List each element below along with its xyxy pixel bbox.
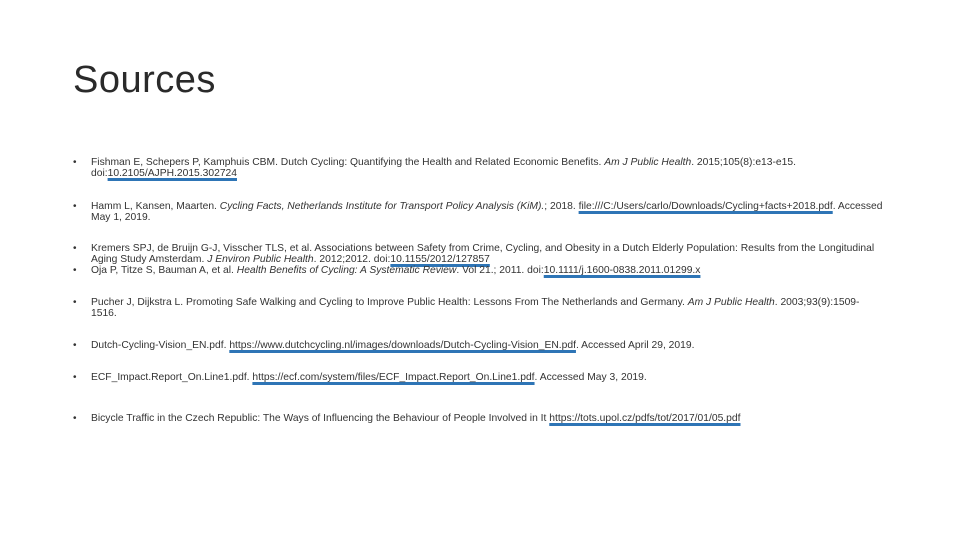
bullet: • <box>73 413 77 424</box>
bullet: • <box>73 297 77 308</box>
reference-text: ECF_Impact.Report_On.Line1.pdf. https://ecf.com/system/files/ECF_Impact.Report_On.Line1.pdf. Accessed May 3, 2019. <box>91 372 647 383</box>
journal-name: Am J Public Health <box>604 157 692 168</box>
url-link[interactable]: https://ecf.com/system/files/ECF_Impact.Report_On.Line1.pdf <box>252 372 535 383</box>
reference-item <box>73 201 883 223</box>
reference-text: Oja P, Titze S, Bauman A, et al. Health Benefits of Cycling: A Systematic Review. Vol 21.; 2011. doi:10.1111/j.1600-0838.2011.01299.x <box>91 265 701 276</box>
doi-link[interactable]: 10.1111/j.1600-0838.2011.01299.x <box>543 265 701 276</box>
bullet: • <box>73 372 77 383</box>
url-link[interactable]: https://www.dutchcycling.nl/images/downloads/Dutch-Cycling-Vision_EN.pdf <box>229 340 576 351</box>
page-title: Sources <box>73 59 216 101</box>
url-link[interactable]: https://tots.upol.cz/pdfs/tot/2017/01/05.pdf <box>549 413 741 424</box>
reference-item <box>73 243 883 265</box>
report-title: Cycling Facts, Netherlands Institute for Transport Policy Analysis (KiM). <box>219 201 545 212</box>
journal-name: Am J Public Health <box>687 297 775 308</box>
reference-item <box>73 157 883 179</box>
journal-name: J Environ Public Health <box>207 254 314 265</box>
bullet: • <box>73 265 77 276</box>
reference-text: Kremers SPJ, de Bruijn G-J, Visscher TLS, et al. Associations between Safety from Crime, Cycling, and Obesity in a Dutch Elderly Population: Results from the Longitudinal Aging Study Amsterdam. J Environ Public Health. 2012;2012. doi:10.1155/2012/127857 <box>91 243 875 265</box>
reference-text: Bicycle Traffic in the Czech Republic: The Ways of Influencing the Behaviour of People Involved in It https://tots.upol.cz/pdfs/tot/2017/01/05.pdf <box>91 413 741 424</box>
bullet: • <box>73 243 77 254</box>
reference-item <box>73 297 883 319</box>
reference-item <box>73 372 883 383</box>
reference-text: Pucher J, Dijkstra L. Promoting Safe Walking and Cycling to Improve Public Health: Lessons From The Netherlands and Germany. Am J Public Health. 2003;93(9):1509-1516. <box>91 297 860 319</box>
doi-link[interactable]: 10.2105/AJPH.2015.302724 <box>107 168 237 179</box>
bullet: • <box>73 201 77 212</box>
reference-text: Dutch-Cycling-Vision_EN.pdf. https://www.dutchcycling.nl/images/downloads/Dutch-Cycling-Vision_EN.pdf. Accessed April 29, 2019. <box>91 340 695 351</box>
reference-item <box>73 265 883 276</box>
reference-item <box>73 413 883 424</box>
reference-item <box>73 340 883 351</box>
reference-text: Hamm L, Kansen, Maarten. Cycling Facts, Netherlands Institute for Transport Policy Analysis (KiM).; 2018. file:///C:/Users/carlo/Downloads/Cycling+facts+2018.pdf. Accessed May 1, 2019. <box>91 201 883 223</box>
reference-text: Fishman E, Schepers P, Kamphuis CBM. Dutch Cycling: Quantifying the Health and Related Economic Benefits. Am J Public Health. 2015;105(8):e13-e15. doi:10.2105/AJPH.2015.302724 <box>91 157 796 179</box>
bullet: • <box>73 157 77 168</box>
file-link[interactable]: file:///C:/Users/carlo/Downloads/Cycling+facts+2018.pdf <box>578 201 833 212</box>
doi-link[interactable]: 10.1155/2012/127857 <box>390 254 490 265</box>
bullet: • <box>73 340 77 351</box>
review-title: Health Benefits of Cycling: A Systematic Review <box>236 265 457 276</box>
